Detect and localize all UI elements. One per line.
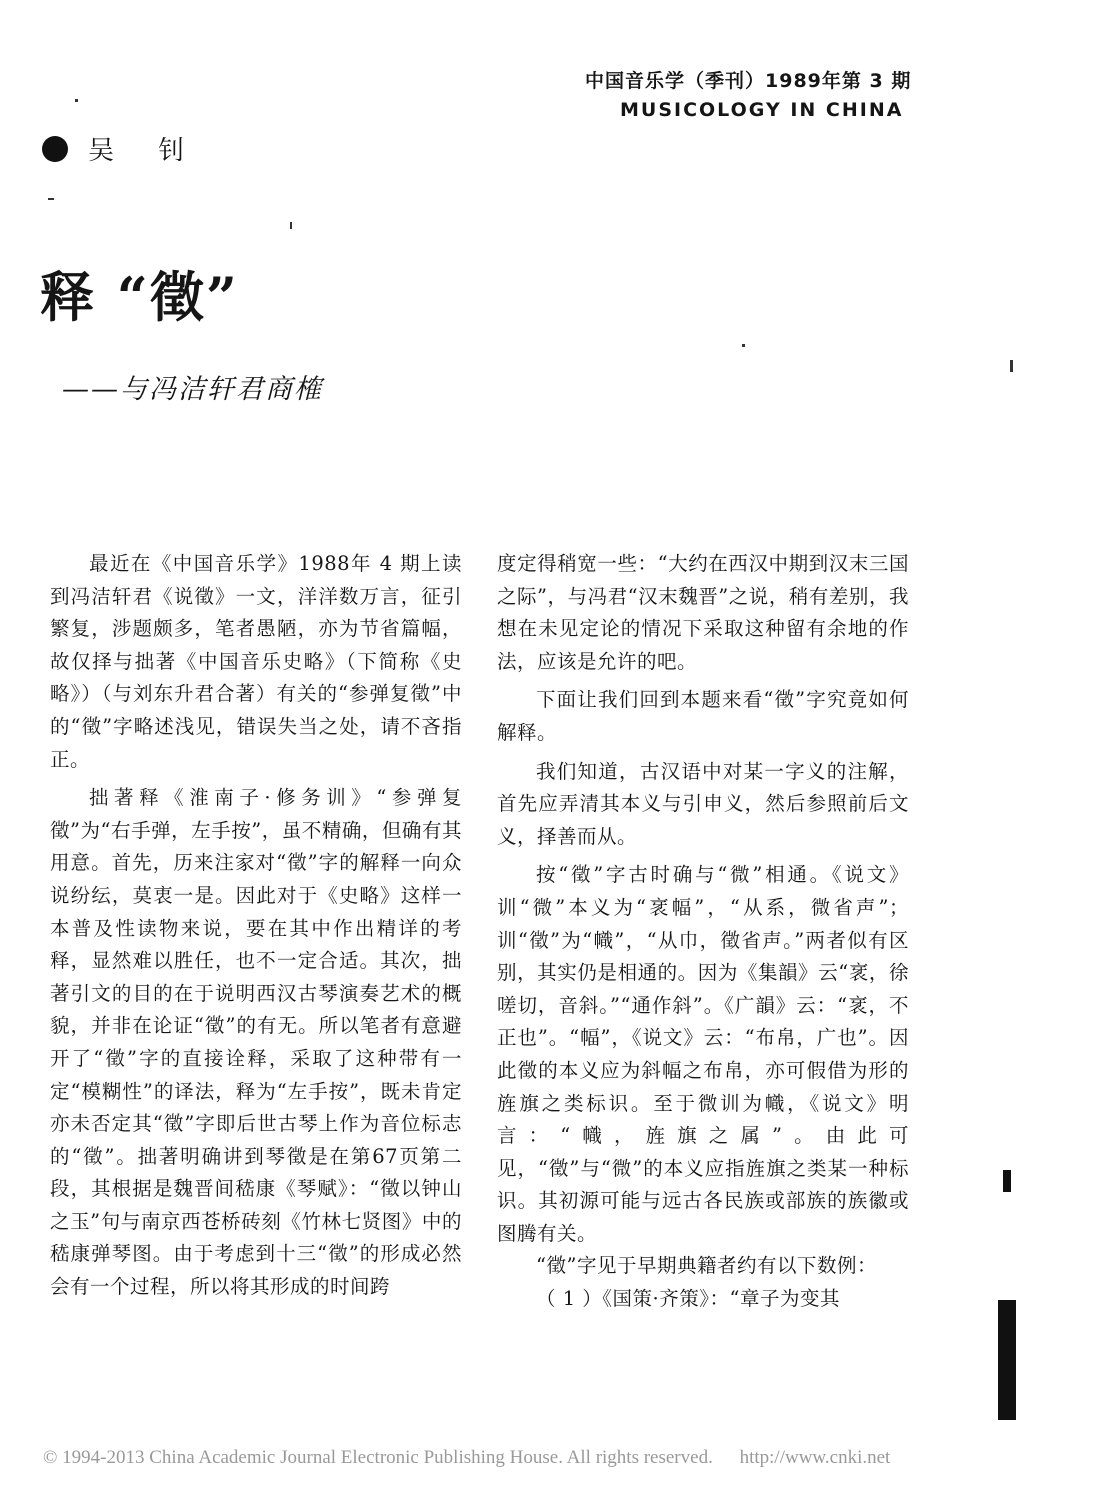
scan-speck [290,222,292,229]
copyright-footer [43,1447,890,1469]
paragraph: 我们知道，古汉语中对某一字义的注解，首先应弄清其本义与引申义，然后参照前后文义，择善而从。 [497,759,909,848]
scan-edge-mark [998,1300,1016,1420]
author-line [42,130,202,167]
scan-speck [75,99,78,102]
bullet-dot-icon [42,136,68,162]
paragraph: 下面让我们回到本题来看“徵”字究竟如何解释。 [497,688,909,744]
copyright-text: © 1994-2013 China Academic Journal Electronic Publishing House. All rights reserved. [43,1447,713,1468]
right-column [497,548,909,1316]
cnki-url: http://www.cnki.net [739,1447,891,1468]
paragraph: 度定得稍宽一些：“大约在西汉中期到汉末三国之际”，与冯君“汉末魏晋”之说，稍有差别，我想在未见定论的情况下采取这种留有余地的作法，应该是允许的吧。 [497,552,909,673]
author-name: 吴 钊 [88,136,203,166]
paragraph: 拙著释《淮南子·修务训》“参弹复徵”为“右手弹，左手按”，虽不精确，但确有其用意。首先，历来注家对“徵”字的解释一向众说纷纭，莫衷一是。因此对于《史略》这样一本普及性读物来说，要在其中作出精详的考释，显然难以胜任，也不一定合适。其次，拙著引文的目的在于说明西汉古琴演奏艺术的概貌，并非在论证“徵”的有无。所以笔者有意避开了“徵”字的直接诠释，采取了这种带有一定“模糊性”的译法，释为“左手按”，既未肯定亦未否定其“徵”字即后世古琴上作为音位标志的“徵”。拙著明确讲到琴徵是在第67页第二段，其根据是魏晋间嵇康《琴赋》：“徵以钟山之玉”句与南京西苍桥砖刻《竹林七贤图》中的嵇康弹琴图。由于考虑到十三“徵”的形成必然会有一个过程，所以将其形成的时间跨 [50,786,462,1299]
paragraph: （ 1 ）《国策·齐策》：“章子为变其 [536,1287,840,1311]
article-subtitle: ——与冯洁轩君商榷 [62,374,323,405]
journal-name-cn: 中国音乐学（季刊）1989年第 3 期 [585,70,912,92]
scan-speck [1010,360,1013,372]
scan-speck [48,198,54,200]
scan-speck [742,344,745,347]
scan-edge-mark [1003,1170,1011,1192]
journal-name-en: MUSICOLOGY IN CHINA [620,99,904,121]
article-title: 释 “徵” [40,265,239,329]
left-column [50,548,462,1304]
paragraph: 最近在《中国音乐学》1988年 4 期上读到冯洁轩君《说徵》一文，洋洋数万言，征引繁复，涉题颇多，笔者愚陋，亦为节省篇幅，故仅择与拙著《中国音乐史略》（下简称《史略》）（与刘东升君合著）有关的“参弹复徵”中的“徵”字略述浅见，错误失当之处，请不吝指正。 [50,552,462,771]
paragraph: 按“徵”字古时确与“微”相通。《说文》训“微”本义为“衺幅”，“从系，微省声”；训“徵”为“幟”，“从巾，徵省声。”两者似有区别，其实仍是相通的。因为《集韻》云“衺，徐嗟切，音斜。”“通作斜”。《广韻》云：“衺，不正也”。“幅”，《说文》云：“布帛，广也”。因此徵的本义应为斜幅之布帛，亦可假借为形的旌旗之类标识。至于微训为幟，《说文》明言：“幟，旌旗之属”。由此可见，“徵”与“微”的本义应指旌旗之类某一种标识。其初源可能与远古各民族或部族的族徽或图腾有关。 [497,863,909,1245]
paragraph: “徵”字见于早期典籍者约有以下数例： [536,1254,877,1278]
